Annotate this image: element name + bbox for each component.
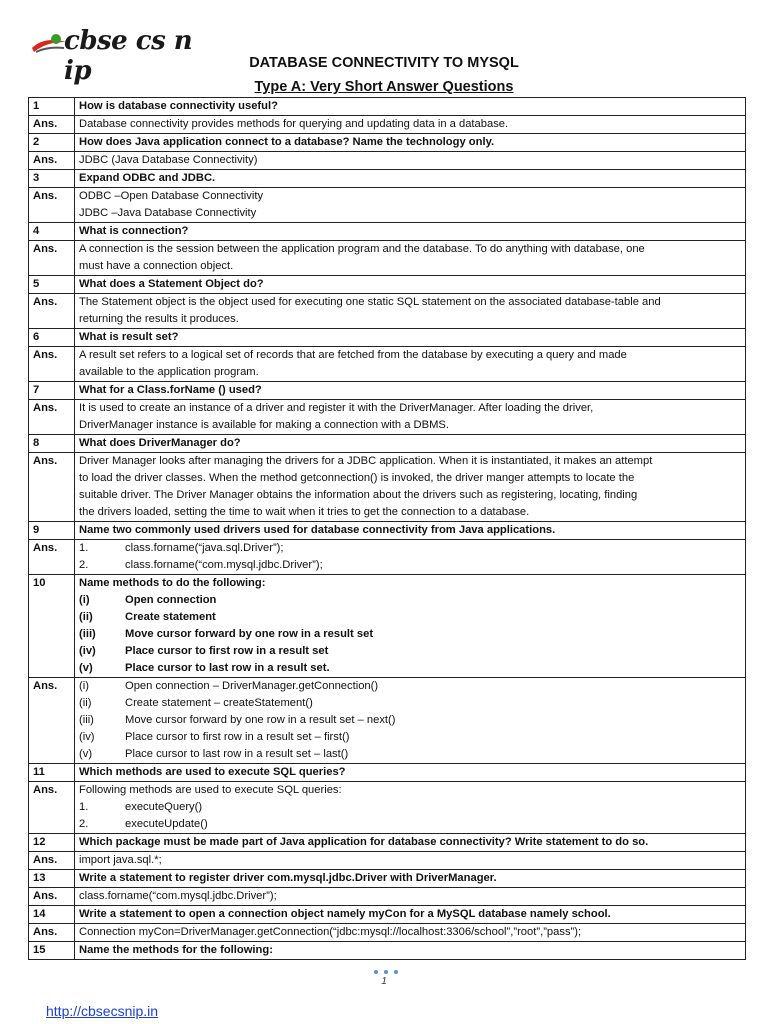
question-number: 15 <box>29 942 75 960</box>
question-number: 14 <box>29 906 75 924</box>
list-item <box>79 816 741 833</box>
answer-row <box>29 241 746 276</box>
list-item-marker: 2. <box>79 818 89 830</box>
question-row <box>29 223 746 241</box>
answer-row <box>29 852 746 870</box>
text-line: must have a connection object. <box>79 260 234 272</box>
text-line: Database connectivity provides methods for querying and updating data in a database. <box>79 118 509 130</box>
text-line: It is used to create an instance of a driver and register it with the DriverManager. After loading the driver, <box>79 402 594 414</box>
list-item-text: executeQuery() <box>125 801 203 813</box>
answer-row <box>29 782 746 834</box>
answer-row <box>29 347 746 382</box>
text-line: DriverManager instance is available for making a connection with a DBMS. <box>79 419 449 431</box>
answer-row <box>29 540 746 575</box>
logo-text: cbse cs n ip <box>64 26 193 86</box>
answer-text <box>75 852 746 870</box>
question-text <box>75 435 746 453</box>
list-item <box>79 729 741 746</box>
question-row <box>29 906 746 924</box>
list-item-marker: (i) <box>79 594 90 606</box>
text-line: What is result set? <box>79 331 179 343</box>
text-line: Name two commonly used drivers used for database connectivity from Java applications. <box>79 524 556 536</box>
question-number: 7 <box>29 382 75 400</box>
question-number: 8 <box>29 435 75 453</box>
answer-label: Ans. <box>29 400 75 435</box>
question-number: 3 <box>29 170 75 188</box>
list-item-marker: (v) <box>79 748 93 760</box>
list-item-text: class.forname(“com.mysql.jdbc.Driver”); <box>125 559 323 571</box>
list-item-marker: (iv) <box>79 731 95 743</box>
question-number: 10 <box>29 575 75 678</box>
answer-row <box>29 152 746 170</box>
text-line: import java.sql.*; <box>79 854 162 866</box>
text-line: What for a Class.forName () used? <box>79 384 262 396</box>
text-line: Following methods are used to execute SQL queries: <box>79 784 342 796</box>
answer-text <box>75 453 746 522</box>
answer-label: Ans. <box>29 924 75 942</box>
text-line: What is connection? <box>79 225 189 237</box>
list-item <box>79 712 741 729</box>
text-line: class.forname(“com.mysql.jdbc.Driver”); <box>79 890 277 902</box>
list-item-marker: 2. <box>79 559 89 571</box>
list-item-marker: (iii) <box>79 714 94 726</box>
question-row <box>29 329 746 347</box>
text-line: A connection is the session between the application program and the database. To do anything with database, one <box>79 243 645 255</box>
list-item-marker: (i) <box>79 680 89 692</box>
text-line: The Statement object is the object used for executing one static SQL statement on the associated database-table and <box>79 296 661 308</box>
question-text <box>75 98 746 116</box>
answer-row <box>29 400 746 435</box>
qa-table-body <box>29 98 746 960</box>
list-item-marker: (iii) <box>79 628 96 640</box>
question-row <box>29 382 746 400</box>
answer-label: Ans. <box>29 852 75 870</box>
answer-row <box>29 888 746 906</box>
list-item-text: Open connection – DriverManager.getConnection() <box>125 680 379 692</box>
question-text <box>75 575 746 678</box>
footer-link[interactable]: http://cbsecsnip.in <box>46 1003 159 1019</box>
text-line: What does a Statement Object do? <box>79 278 264 290</box>
list-item-marker: (iv) <box>79 645 96 657</box>
text-line: available to the application program. <box>79 366 259 378</box>
list-item-text: class.forname(“java.sql.Driver”); <box>125 542 284 554</box>
question-text <box>75 382 746 400</box>
text-line: the drivers loaded, setting the time to wait when it tries to get the connection to a database. <box>79 506 530 518</box>
list-item <box>79 643 741 660</box>
text-line: returning the results it produces. <box>79 313 239 325</box>
list-item-text: Place cursor to first row in a result set <box>125 645 329 657</box>
answer-label: Ans. <box>29 294 75 329</box>
list-item <box>79 660 741 677</box>
question-text <box>75 834 746 852</box>
text-line: Connection myCon=DriverManager.getConnection(“jdbc:mysql://localhost:3306/school”,”root”,”pass”); <box>79 926 582 938</box>
question-text <box>75 329 746 347</box>
list-item-marker: (v) <box>79 662 93 674</box>
list-item-text: Create statement – createStatement() <box>125 697 313 709</box>
list-item-text: Place cursor to first row in a result set – first() <box>125 731 350 743</box>
question-number: 11 <box>29 764 75 782</box>
question-number: 4 <box>29 223 75 241</box>
answer-row <box>29 294 746 329</box>
answer-label: Ans. <box>29 116 75 134</box>
answer-text <box>75 678 746 764</box>
list-item <box>79 609 741 626</box>
answer-text <box>75 782 746 834</box>
question-text <box>75 942 746 960</box>
text-line: JDBC –Java Database Connectivity <box>79 207 257 219</box>
text-line: to load the driver classes. When the method getconnection() is invoked, the driver manger attempts to locate the <box>79 472 635 484</box>
question-row <box>29 435 746 453</box>
text-line: Which package must be made part of Java application for database connectivity? Write statement to do so. <box>79 836 649 848</box>
answer-label: Ans. <box>29 453 75 522</box>
answer-row <box>29 453 746 522</box>
question-number: 6 <box>29 329 75 347</box>
question-text <box>75 276 746 294</box>
list-item-text: Place cursor to last row in a result set. <box>125 662 330 674</box>
answer-text <box>75 116 746 134</box>
text-line: JDBC (Java Database Connectivity) <box>79 154 258 166</box>
answer-text <box>75 241 746 276</box>
answer-text <box>75 152 746 170</box>
answer-label: Ans. <box>29 152 75 170</box>
list-item <box>79 799 741 816</box>
answer-row <box>29 924 746 942</box>
question-row <box>29 98 746 116</box>
list-item-text: Open connection <box>125 594 217 606</box>
question-number: 2 <box>29 134 75 152</box>
question-number: 9 <box>29 522 75 540</box>
text-line: What does DriverManager do? <box>79 437 241 449</box>
page-number: 1 <box>381 976 387 987</box>
text-line: A result set refers to a logical set of records that are fetched from the database by executing a query and made <box>79 349 627 361</box>
list-item-text: Move cursor forward by one row in a result set <box>125 628 374 640</box>
question-text <box>75 870 746 888</box>
page-subtitle: Type A: Very Short Answer Questions <box>254 79 514 95</box>
text-line: ODBC –Open Database Connectivity <box>79 190 264 202</box>
list-item <box>79 678 741 695</box>
question-text <box>75 764 746 782</box>
list-item <box>79 695 741 712</box>
text-line: Expand ODBC and JDBC. <box>79 172 216 184</box>
question-row <box>29 870 746 888</box>
text-line: Name the methods for the following: <box>79 944 273 956</box>
answer-text <box>75 347 746 382</box>
list-item-marker: 1. <box>79 801 89 813</box>
text-line: Name methods to do the following: <box>79 577 266 589</box>
answer-row <box>29 188 746 223</box>
question-text <box>75 906 746 924</box>
question-row <box>29 764 746 782</box>
answer-text <box>75 888 746 906</box>
answer-row <box>29 678 746 764</box>
answer-text <box>75 924 746 942</box>
list-item-marker: 1. <box>79 542 89 554</box>
question-row <box>29 522 746 540</box>
text-line: Driver Manager looks after managing the drivers for a JDBC application. When it is instantiated, it makes an attempt <box>79 455 653 467</box>
list-item <box>79 592 741 609</box>
question-row <box>29 134 746 152</box>
answer-row <box>29 116 746 134</box>
answer-label: Ans. <box>29 888 75 906</box>
question-text <box>75 170 746 188</box>
question-number: 13 <box>29 870 75 888</box>
list-item <box>79 626 741 643</box>
answer-text <box>75 294 746 329</box>
question-number: 5 <box>29 276 75 294</box>
list-item <box>79 557 741 574</box>
answer-text <box>75 540 746 575</box>
page-number-ornament-icon <box>372 968 402 976</box>
list-item-text: executeUpdate() <box>125 818 208 830</box>
question-row <box>29 170 746 188</box>
qa-table <box>28 97 746 960</box>
answer-label: Ans. <box>29 188 75 223</box>
question-number: 12 <box>29 834 75 852</box>
answer-label: Ans. <box>29 241 75 276</box>
question-number: 1 <box>29 98 75 116</box>
question-row <box>29 276 746 294</box>
question-row <box>29 575 746 678</box>
answer-text <box>75 188 746 223</box>
question-text <box>75 522 746 540</box>
list-item <box>79 746 741 763</box>
list-item-text: Create statement <box>125 611 216 623</box>
answer-label: Ans. <box>29 782 75 834</box>
answer-label: Ans. <box>29 347 75 382</box>
answer-label: Ans. <box>29 540 75 575</box>
question-text <box>75 134 746 152</box>
text-line: Write a statement to register driver com.mysql.jdbc.Driver with DriverManager. <box>79 872 497 884</box>
page-title: DATABASE CONNECTIVITY TO MYSQL <box>249 55 519 71</box>
question-row <box>29 834 746 852</box>
text-line: suitable driver. The Driver Manager obtains the information about the drivers such as registering, locating, finding <box>79 489 638 501</box>
text-line: Which methods are used to execute SQL queries? <box>79 766 346 778</box>
question-row <box>29 942 746 960</box>
list-item <box>79 540 741 557</box>
list-item-text: Move cursor forward by one row in a result set – next() <box>125 714 396 726</box>
answer-text <box>75 400 746 435</box>
list-item-marker: (ii) <box>79 697 92 709</box>
list-item-text: Place cursor to last row in a result set – last() <box>125 748 349 760</box>
text-line: How is database connectivity useful? <box>79 100 278 112</box>
question-text <box>75 223 746 241</box>
text-line: How does Java application connect to a database? Name the technology only. <box>79 136 495 148</box>
list-item-marker: (ii) <box>79 611 93 623</box>
text-line: Write a statement to open a connection object namely myCon for a MySQL database namely school. <box>79 908 611 920</box>
answer-label: Ans. <box>29 678 75 764</box>
